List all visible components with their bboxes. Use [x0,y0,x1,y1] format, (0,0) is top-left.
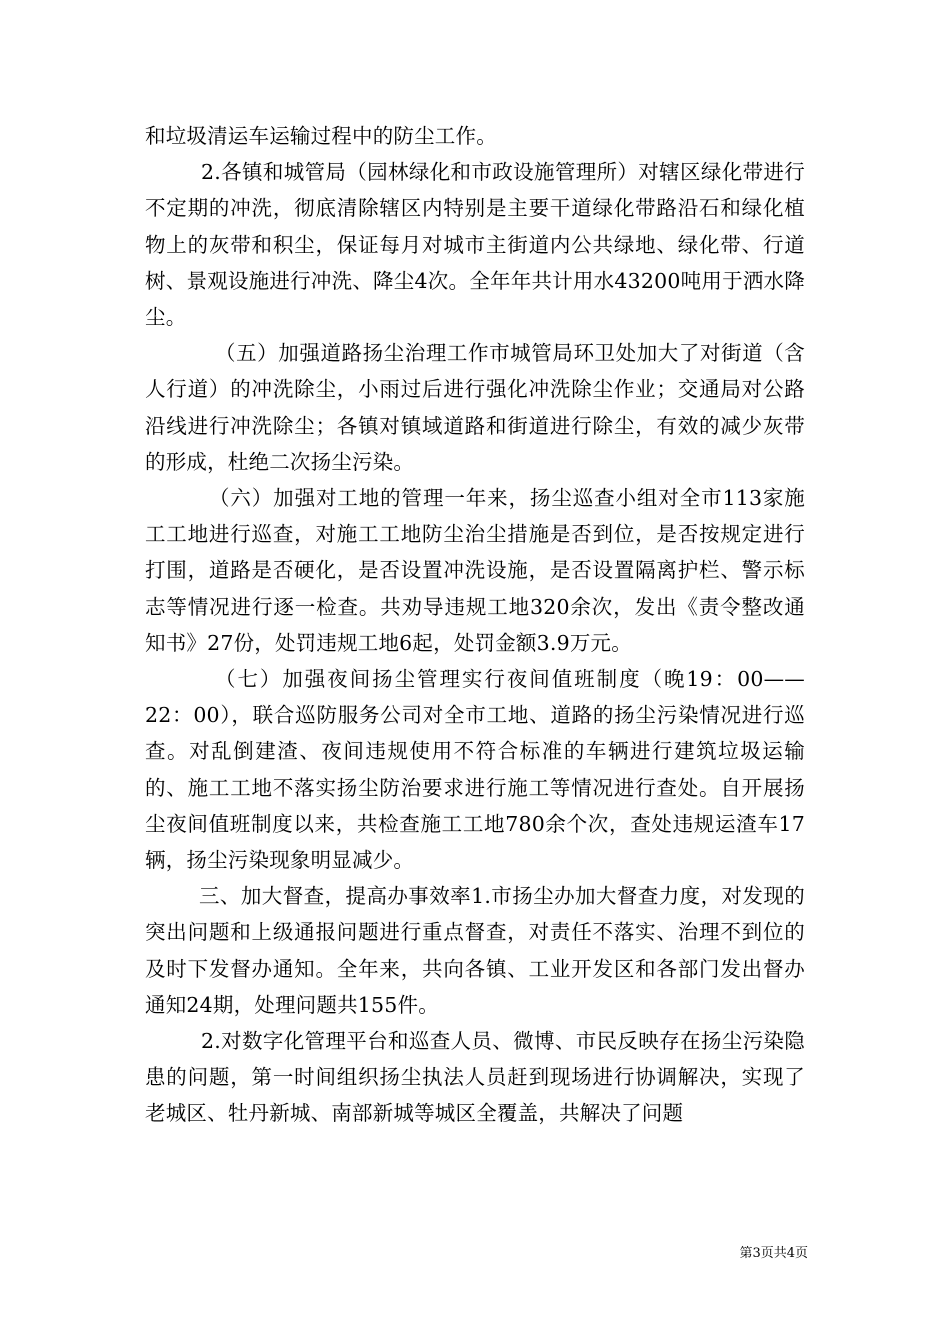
page-number: 第3页共4页 [739,1246,808,1261]
paragraph: 三、加大督查，提高办事效率1.市扬尘办加大督查力度，对发现的突出问题和上级通报问题进行重点督查，对责任不落实、治理不到位的及时下发督办通知。全年来，共向各镇、工业开发区和各部门发出督办通知24期，处理问题共155件。 [145,884,805,1017]
paragraph: （七）加强夜间扬尘管理实行夜间值班制度（晚19：00——22：00），联合巡防服务公司对全市工地、道路的扬尘污染情况进行巡查。对乱倒建渣、夜间违规使用不符合标准的车辆进行建筑垃圾运输的、施工工地不落实扬尘防治要求进行施工等情况进行查处。自开展扬尘夜间值班制度以来，共检查施工工地780余个次，查处违规运渣车17辆，扬尘污染现象明显减少。 [145,667,805,873]
document-body [145,118,805,1132]
paragraph: 2.各镇和城管局（园林绿化和市政设施管理所）对辖区绿化带进行不定期的冲洗，彻底清除辖区内特别是主要干道绿化带路沿石和绿化植物上的灰带和积尘，保证每月对城市主街道内公共绿地、绿化带、行道树、景观设施进行冲洗、降尘4次。全年年共计用水43200吨用于洒水降尘。 [145,160,805,330]
paragraph: 2.对数字化管理平台和巡查人员、微博、市民反映存在扬尘污染隐患的问题，第一时间组织扬尘执法人员赶到现场进行协调解决，实现了老城区、牡丹新城、南部新城等城区全覆盖，共解决了问题 [145,1029,805,1126]
paragraph: （五）加强道路扬尘治理工作市城管局环卫处加大了对街道（含人行道）的冲洗除尘，小雨过后进行强化冲洗除尘作业；交通局对公路沿线进行冲洗除尘；各镇对镇域道路和街道进行除尘，有效的减少灰带的形成，杜绝二次扬尘污染。 [145,341,805,474]
paragraph: （六）加强对工地的管理一年来，扬尘巡查小组对全市113家施工工地进行巡查，对施工工地防尘治尘措施是否到位，是否按规定进行打围，道路是否硬化，是否设置冲洗设施，是否设置隔离护栏、警示标志等情况进行逐一检查。共劝导违规工地320余次，发出《责令整改通知书》27份，处罚违规工地6起，处罚金额3.9万元。 [145,486,805,655]
paragraph: 和垃圾清运车运输过程中的防尘工作。 [145,124,497,148]
